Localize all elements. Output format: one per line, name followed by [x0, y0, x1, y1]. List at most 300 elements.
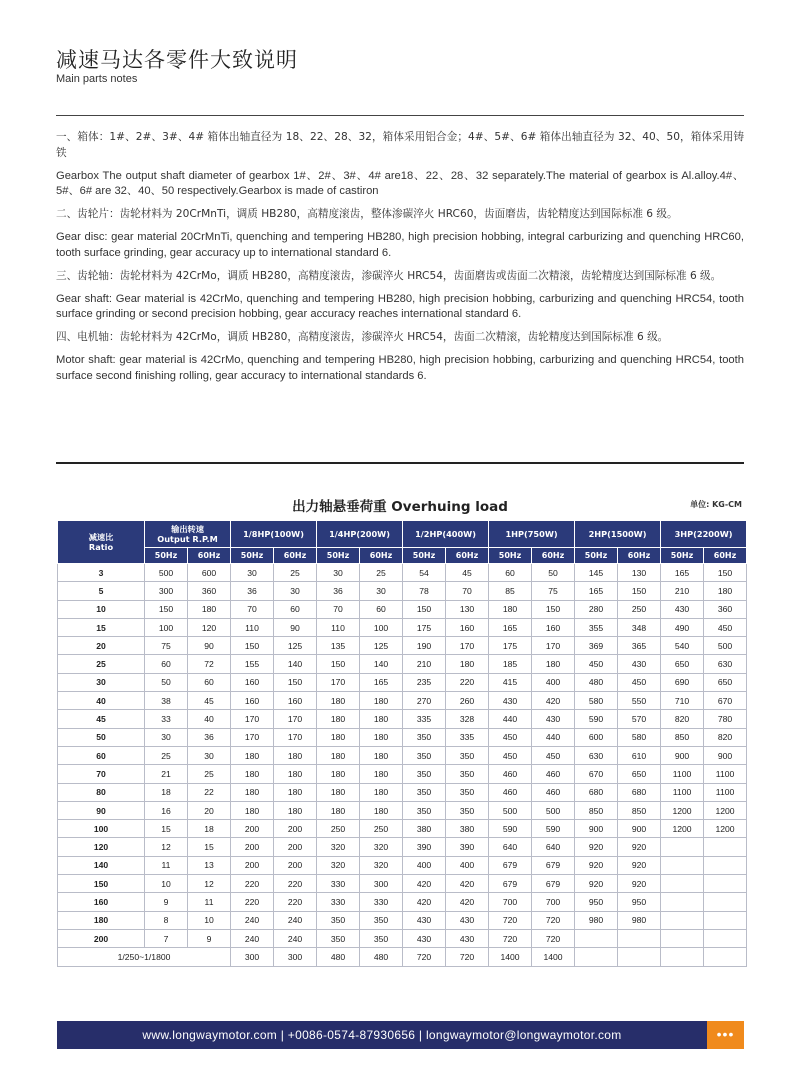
value-cell: 75: [532, 582, 575, 600]
value-cell: 150: [274, 673, 317, 691]
value-cell: 540: [661, 637, 704, 655]
table-unit: 单位: KG-CM: [690, 500, 742, 509]
value-cell: 350: [446, 801, 489, 819]
value-cell: 630: [575, 746, 618, 764]
value-cell: 165: [661, 564, 704, 582]
value-cell: 720: [532, 929, 575, 947]
table-row: [58, 637, 747, 655]
ratio-cell: 30: [58, 673, 145, 691]
value-cell: 330: [317, 893, 360, 911]
value-cell: 240: [274, 911, 317, 929]
ratio-cell: 40: [58, 692, 145, 710]
value-cell: 11: [145, 856, 188, 874]
value-cell: 180: [489, 600, 532, 618]
value-cell: 180: [360, 710, 403, 728]
frequency-header: 60Hz: [446, 548, 489, 564]
value-cell: 650: [618, 765, 661, 783]
value-cell: 350: [403, 728, 446, 746]
value-cell: 180: [231, 801, 274, 819]
top-divider: [56, 115, 744, 116]
page-subtitle: Main parts notes: [56, 73, 138, 85]
value-cell: 350: [317, 929, 360, 947]
value-cell: 110: [317, 618, 360, 636]
value-cell: [704, 929, 747, 947]
value-cell: 180: [317, 692, 360, 710]
value-cell: 180: [532, 655, 575, 673]
value-cell: 220: [231, 893, 274, 911]
value-cell: 40: [188, 710, 231, 728]
value-cell: 72: [188, 655, 231, 673]
value-cell: 350: [403, 765, 446, 783]
value-cell: 22: [188, 783, 231, 801]
value-cell: 110: [231, 618, 274, 636]
ratio-cell: 45: [58, 710, 145, 728]
value-cell: 1400: [489, 948, 532, 966]
value-cell: 220: [446, 673, 489, 691]
power-header: 2HP(1500W): [575, 521, 661, 548]
table-row: [58, 746, 747, 764]
value-cell: 30: [274, 582, 317, 600]
value-cell: [661, 856, 704, 874]
value-cell: 369: [575, 637, 618, 655]
value-cell: 440: [489, 710, 532, 728]
value-cell: 400: [532, 673, 575, 691]
value-cell: 335: [446, 728, 489, 746]
value-cell: 630: [704, 655, 747, 673]
value-cell: 185: [489, 655, 532, 673]
value-cell: 330: [317, 875, 360, 893]
value-cell: 1200: [704, 801, 747, 819]
parts-notes: [56, 130, 744, 392]
speed-header-en: Output R.P.M: [157, 534, 218, 544]
value-cell: 130: [446, 600, 489, 618]
frequency-header: 50Hz: [489, 548, 532, 564]
value-cell: 420: [403, 893, 446, 911]
value-cell: 350: [317, 911, 360, 929]
value-cell: 180: [231, 746, 274, 764]
value-cell: 180: [274, 801, 317, 819]
power-header: 1HP(750W): [489, 521, 575, 548]
value-cell: 180: [360, 692, 403, 710]
value-cell: 570: [618, 710, 661, 728]
frequency-header: 60Hz: [532, 548, 575, 564]
value-cell: 430: [403, 911, 446, 929]
value-cell: 850: [661, 728, 704, 746]
value-cell: 16: [145, 801, 188, 819]
value-cell: 350: [360, 911, 403, 929]
value-cell: 180: [360, 801, 403, 819]
value-cell: 9: [145, 893, 188, 911]
value-cell: 175: [489, 637, 532, 655]
ratio-cell: 3: [58, 564, 145, 582]
value-cell: 25: [360, 564, 403, 582]
value-cell: 20: [188, 801, 231, 819]
value-cell: 270: [403, 692, 446, 710]
value-cell: 380: [446, 820, 489, 838]
value-cell: [661, 948, 704, 966]
value-cell: 7: [145, 929, 188, 947]
value-cell: 679: [532, 856, 575, 874]
value-cell: 320: [317, 838, 360, 856]
value-cell: 480: [575, 673, 618, 691]
value-cell: 900: [661, 746, 704, 764]
value-cell: 120: [188, 618, 231, 636]
value-cell: 160: [446, 618, 489, 636]
value-cell: [618, 948, 661, 966]
value-cell: 180: [360, 765, 403, 783]
value-cell: 170: [274, 710, 317, 728]
value-cell: 140: [274, 655, 317, 673]
ratio-header: [58, 521, 145, 564]
value-cell: 210: [661, 582, 704, 600]
table-row: [58, 673, 747, 691]
value-cell: 220: [274, 893, 317, 911]
value-cell: 650: [661, 655, 704, 673]
value-cell: 8: [145, 911, 188, 929]
value-cell: 30: [317, 564, 360, 582]
value-cell: 550: [618, 692, 661, 710]
ratio-cell: 80: [58, 783, 145, 801]
value-cell: 348: [618, 618, 661, 636]
value-cell: 30: [231, 564, 274, 582]
value-cell: 300: [145, 582, 188, 600]
speed-header: [145, 521, 231, 548]
value-cell: 150: [317, 655, 360, 673]
value-cell: 10: [145, 875, 188, 893]
table-row: [58, 655, 747, 673]
value-cell: 25: [145, 746, 188, 764]
note-paragraph: 一、箱体：1#、2#、3#、4# 箱体出轴直径为 18、22、28、32，箱体采用铝合金；4#、5#、6# 箱体出轴直径为 32、40、50，箱体采用铸铁: [56, 131, 744, 159]
table-body: [58, 564, 747, 967]
value-cell: [618, 929, 661, 947]
frequency-header: 50Hz: [231, 548, 274, 564]
value-cell: 590: [489, 820, 532, 838]
value-cell: 50: [532, 564, 575, 582]
value-cell: [575, 929, 618, 947]
value-cell: [704, 838, 747, 856]
value-cell: 920: [575, 875, 618, 893]
value-cell: 250: [360, 820, 403, 838]
value-cell: 920: [618, 875, 661, 893]
value-cell: 850: [575, 801, 618, 819]
value-cell: 500: [704, 637, 747, 655]
value-cell: 820: [661, 710, 704, 728]
value-cell: 240: [274, 929, 317, 947]
value-cell: 18: [188, 820, 231, 838]
value-cell: 60: [489, 564, 532, 582]
value-cell: 950: [575, 893, 618, 911]
value-cell: 430: [618, 655, 661, 673]
ratio-cell: 60: [58, 746, 145, 764]
value-cell: 60: [145, 655, 188, 673]
value-cell: 450: [575, 655, 618, 673]
value-cell: 25: [274, 564, 317, 582]
ratio-cell: 25: [58, 655, 145, 673]
value-cell: 78: [403, 582, 446, 600]
value-cell: 90: [188, 637, 231, 655]
value-cell: 420: [446, 875, 489, 893]
value-cell: 180: [317, 765, 360, 783]
value-cell: 390: [403, 838, 446, 856]
value-cell: 320: [360, 856, 403, 874]
ratio-cell: 15: [58, 618, 145, 636]
value-cell: 250: [317, 820, 360, 838]
value-cell: 200: [274, 856, 317, 874]
value-cell: 180: [274, 746, 317, 764]
value-cell: 350: [446, 765, 489, 783]
value-cell: 430: [661, 600, 704, 618]
ratio-cell: 100: [58, 820, 145, 838]
ratio-cell: 5: [58, 582, 145, 600]
value-cell: 580: [575, 692, 618, 710]
value-cell: 160: [532, 618, 575, 636]
value-cell: 350: [403, 801, 446, 819]
table-row: [58, 582, 747, 600]
frequency-header: 60Hz: [704, 548, 747, 564]
ratio-cell: 90: [58, 801, 145, 819]
value-cell: 610: [618, 746, 661, 764]
table-row: [58, 618, 747, 636]
value-cell: 460: [532, 783, 575, 801]
value-cell: 460: [532, 765, 575, 783]
value-cell: 690: [661, 673, 704, 691]
value-cell: 300: [360, 875, 403, 893]
value-cell: 135: [317, 637, 360, 655]
value-cell: 300: [231, 948, 274, 966]
frequency-header: 60Hz: [618, 548, 661, 564]
table-row: [58, 600, 747, 618]
value-cell: 920: [618, 856, 661, 874]
value-cell: 430: [403, 929, 446, 947]
value-cell: 30: [188, 746, 231, 764]
value-cell: 670: [704, 692, 747, 710]
value-cell: 820: [704, 728, 747, 746]
value-cell: 350: [360, 929, 403, 947]
value-cell: 490: [661, 618, 704, 636]
table-row: [58, 856, 747, 874]
frequency-header: 50Hz: [575, 548, 618, 564]
value-cell: 980: [575, 911, 618, 929]
value-cell: 170: [231, 728, 274, 746]
value-cell: 780: [704, 710, 747, 728]
value-cell: 335: [403, 710, 446, 728]
speed-header-cn: 输出转速: [171, 524, 204, 534]
value-cell: 36: [231, 582, 274, 600]
value-cell: 33: [145, 710, 188, 728]
value-cell: 900: [575, 820, 618, 838]
table-row: [58, 765, 747, 783]
value-cell: 680: [575, 783, 618, 801]
value-cell: 70: [446, 582, 489, 600]
table-row: [58, 710, 747, 728]
ratio-header-cn: 减速比: [88, 532, 114, 542]
value-cell: 220: [231, 875, 274, 893]
value-cell: 150: [403, 600, 446, 618]
value-cell: 180: [704, 582, 747, 600]
value-cell: 720: [489, 929, 532, 947]
value-cell: 360: [704, 600, 747, 618]
ratio-cell: 20: [58, 637, 145, 655]
value-cell: 150: [145, 600, 188, 618]
table-row: [58, 929, 747, 947]
value-cell: 679: [489, 875, 532, 893]
value-cell: 679: [532, 875, 575, 893]
value-cell: 350: [446, 746, 489, 764]
value-cell: 500: [145, 564, 188, 582]
value-cell: 12: [145, 838, 188, 856]
value-cell: 430: [532, 710, 575, 728]
table-row: [58, 948, 747, 966]
value-cell: 150: [704, 564, 747, 582]
value-cell: [704, 875, 747, 893]
more-dots-icon: •••: [707, 1021, 744, 1049]
table-row: [58, 692, 747, 710]
value-cell: 600: [188, 564, 231, 582]
note-paragraph: 三、齿轮轴：齿轮材料为 42CrMo，调质 HB280，高精度滚齿，渗碳淬火 HRC54，齿面磨齿或齿面二次精滚，齿轮精度达到国际标准 6 级。: [56, 269, 722, 282]
frequency-header: 60Hz: [274, 548, 317, 564]
value-cell: [661, 838, 704, 856]
value-cell: 1100: [704, 765, 747, 783]
value-cell: 220: [274, 875, 317, 893]
value-cell: 380: [403, 820, 446, 838]
value-cell: 60: [360, 600, 403, 618]
value-cell: 920: [575, 838, 618, 856]
value-cell: 240: [231, 911, 274, 929]
value-cell: 650: [704, 673, 747, 691]
value-cell: 70: [317, 600, 360, 618]
value-cell: 180: [317, 746, 360, 764]
value-cell: 12: [188, 875, 231, 893]
value-cell: 460: [489, 783, 532, 801]
value-cell: 1100: [661, 765, 704, 783]
value-cell: 160: [274, 692, 317, 710]
frequency-header: 50Hz: [661, 548, 704, 564]
value-cell: 720: [489, 911, 532, 929]
value-cell: 420: [532, 692, 575, 710]
value-cell: 720: [403, 948, 446, 966]
section-divider: [56, 462, 744, 464]
value-cell: 180: [317, 728, 360, 746]
value-cell: 25: [188, 765, 231, 783]
value-cell: 190: [403, 637, 446, 655]
footer-bar: [57, 1021, 744, 1049]
value-cell: [575, 948, 618, 966]
value-cell: 180: [317, 710, 360, 728]
value-cell: 420: [446, 893, 489, 911]
value-cell: 250: [618, 600, 661, 618]
value-cell: 70: [231, 600, 274, 618]
value-cell: 640: [532, 838, 575, 856]
value-cell: 400: [403, 856, 446, 874]
value-cell: 15: [145, 820, 188, 838]
value-cell: 700: [489, 893, 532, 911]
ratio-cell: 50: [58, 728, 145, 746]
value-cell: 75: [145, 637, 188, 655]
note-paragraph: Gearbox The output shaft diameter of gearbox 1#、2#、3#、4# are18、22、28、32 separately.The material of gearbox is Al.alloy.4#、5#、6# are 32、40、50 respectively.Gearbox is made of castiron: [56, 169, 744, 197]
value-cell: 480: [360, 948, 403, 966]
value-cell: 900: [618, 820, 661, 838]
value-cell: 430: [489, 692, 532, 710]
table-row: [58, 893, 747, 911]
value-cell: 130: [618, 564, 661, 582]
value-cell: 720: [532, 911, 575, 929]
value-cell: 85: [489, 582, 532, 600]
ratio-cell: 200: [58, 929, 145, 947]
value-cell: 670: [575, 765, 618, 783]
overhung-load-table: [57, 520, 747, 967]
power-header: 1/2HP(400W): [403, 521, 489, 548]
value-cell: 1100: [661, 783, 704, 801]
ratio-cell: 10: [58, 600, 145, 618]
value-cell: 155: [231, 655, 274, 673]
value-cell: 140: [360, 655, 403, 673]
table-header-row: [58, 521, 747, 548]
value-cell: 150: [532, 600, 575, 618]
value-cell: 235: [403, 673, 446, 691]
table-row: [58, 838, 747, 856]
value-cell: 450: [704, 618, 747, 636]
value-cell: [704, 856, 747, 874]
value-cell: 320: [360, 838, 403, 856]
value-cell: 54: [403, 564, 446, 582]
value-cell: 1200: [704, 820, 747, 838]
page-title: 减速马达各零件大致说明: [56, 48, 298, 72]
value-cell: 125: [360, 637, 403, 655]
value-cell: 15: [188, 838, 231, 856]
value-cell: 170: [317, 673, 360, 691]
value-cell: 679: [489, 856, 532, 874]
value-cell: 10: [188, 911, 231, 929]
value-cell: 850: [618, 801, 661, 819]
value-cell: 180: [231, 765, 274, 783]
value-cell: 50: [145, 673, 188, 691]
value-cell: 200: [231, 856, 274, 874]
value-cell: 950: [618, 893, 661, 911]
value-cell: 460: [489, 765, 532, 783]
value-cell: 680: [618, 783, 661, 801]
table-row: [58, 875, 747, 893]
value-cell: 200: [231, 820, 274, 838]
ratio-header-en: Ratio: [88, 542, 114, 552]
value-cell: 640: [489, 838, 532, 856]
value-cell: 365: [618, 637, 661, 655]
value-cell: 175: [403, 618, 446, 636]
value-cell: 180: [317, 783, 360, 801]
value-cell: 45: [188, 692, 231, 710]
value-cell: 200: [231, 838, 274, 856]
value-cell: 500: [532, 801, 575, 819]
value-cell: 450: [489, 746, 532, 764]
value-cell: 328: [446, 710, 489, 728]
value-cell: 200: [274, 838, 317, 856]
value-cell: [661, 929, 704, 947]
note-paragraph: Gear disc: gear material 20CrMnTi, quenching and tempering HB280, high precision hobbing, integral carburizing and quenching HRC60, tooth surface grinding, gear accuracy up to international standard 6.: [56, 231, 744, 259]
value-cell: 590: [575, 710, 618, 728]
value-cell: 240: [231, 929, 274, 947]
table-row: [58, 801, 747, 819]
table-row: [58, 783, 747, 801]
note-paragraph: Motor shaft: gear material is 42CrMo, quenching and tempering HB280, high precision hobbing, carburizing and quenching HRC54, tooth surface second finishing rolling, gear accuracy to international standards 6.: [56, 354, 744, 382]
value-cell: 450: [532, 746, 575, 764]
power-header: 1/8HP(100W): [231, 521, 317, 548]
value-cell: 160: [231, 673, 274, 691]
value-cell: 165: [489, 618, 532, 636]
value-cell: 600: [575, 728, 618, 746]
value-cell: 145: [575, 564, 618, 582]
value-cell: 415: [489, 673, 532, 691]
value-cell: 180: [360, 783, 403, 801]
value-cell: 36: [188, 728, 231, 746]
